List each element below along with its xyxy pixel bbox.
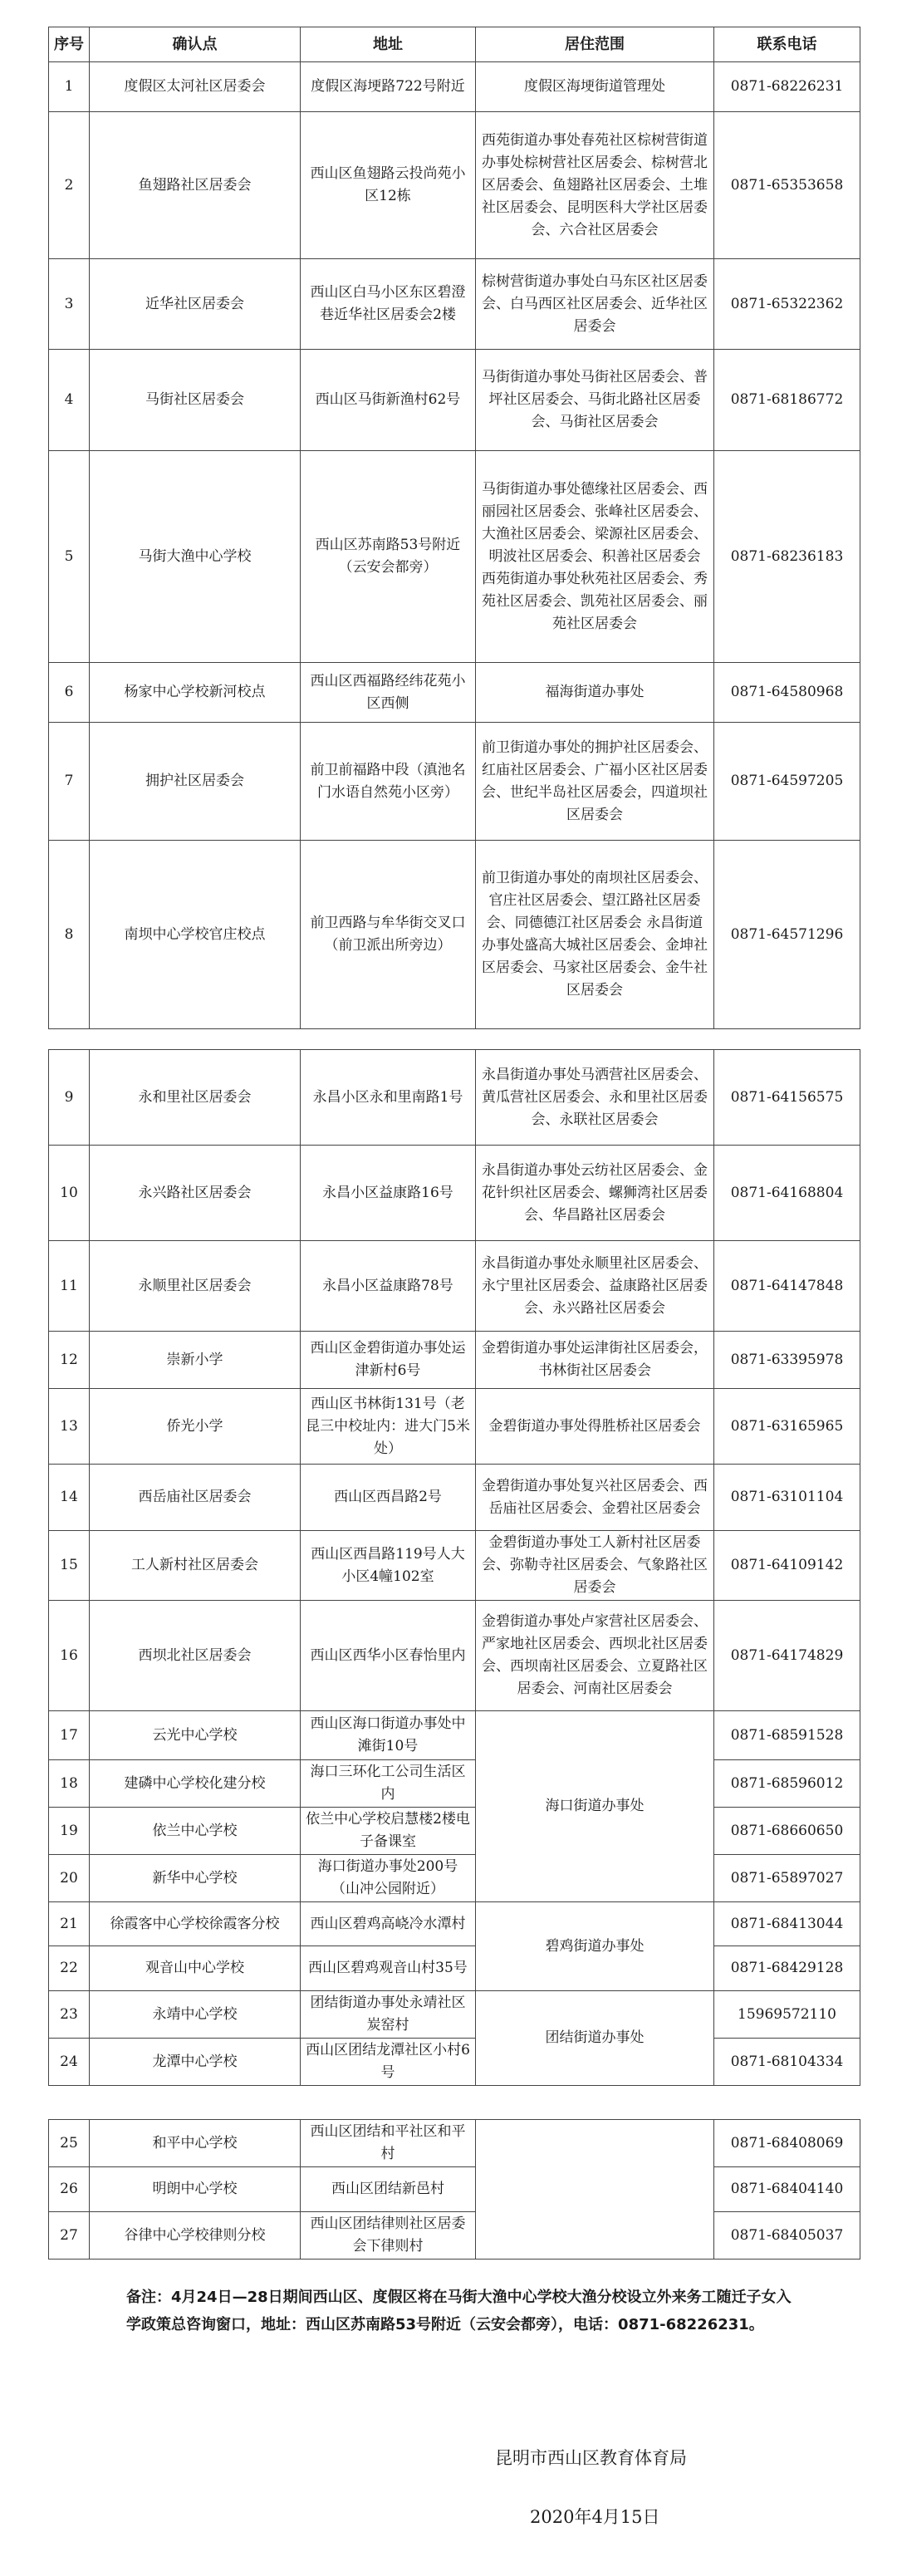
phone-number: 0871-64597205 <box>714 723 860 841</box>
phone-number: 0871-64168804 <box>714 1146 860 1241</box>
residence-range: 金碧街道办事处卢家营社区居委会、严家地社区居委会、西坝北社区居委会、西坝南社区居委会、立夏路社区居委会、河南社区居委会 <box>476 1601 714 1711</box>
table-row <box>49 1946 860 1991</box>
confirm-point: 近华社区居委会 <box>90 259 301 350</box>
row-number: 2 <box>49 112 90 259</box>
header-point: 确认点 <box>90 27 301 62</box>
row-number: 4 <box>49 350 90 451</box>
address: 前卫前福路中段（滇池名门水语自然苑小区旁） <box>301 723 476 841</box>
row-number: 13 <box>49 1389 90 1465</box>
confirm-point: 马街大渔中心学校 <box>90 451 301 663</box>
address: 西山区鱼翅路云投尚苑小区12栋 <box>301 112 476 259</box>
confirm-point: 新华中心学校 <box>90 1855 301 1902</box>
table-row <box>49 1332 860 1389</box>
address: 前卫西路与牟华街交叉口（前卫派出所旁边） <box>301 841 476 1029</box>
row-number: 6 <box>49 663 90 723</box>
address: 西山区团结和平社区和平村 <box>301 2120 476 2167</box>
phone-number: 0871-68596012 <box>714 1760 860 1808</box>
table-row <box>49 2212 860 2260</box>
phone-number: 0871-64174829 <box>714 1601 860 1711</box>
phone-number: 0871-68104334 <box>714 2039 860 2086</box>
phone-number: 0871-63395978 <box>714 1332 860 1389</box>
table-row <box>49 1050 860 1146</box>
confirm-point: 侨光小学 <box>90 1389 301 1465</box>
residence-range: 马街街道办事处马街社区居委会、普坪社区居委会、马街北路社区居委会、马街社区居委会 <box>476 350 714 451</box>
row-number: 24 <box>49 2039 90 2086</box>
table-row <box>49 1531 860 1601</box>
header-row <box>49 27 860 62</box>
residence-range: 前卫街道办事处的南坝社区居委会、官庄社区居委会、望江路社区居委会、同德德江社区居委会 永昌街道办事处盛高大城社区居委会、金坤社区居委会、马家社区居委会、金牛社区居委会 <box>476 841 714 1029</box>
row-number: 9 <box>49 1050 90 1146</box>
header-range: 居住范围 <box>476 27 714 62</box>
confirm-point: 永和里社区居委会 <box>90 1050 301 1146</box>
table-row <box>49 1465 860 1531</box>
confirm-point: 明朗中心学校 <box>90 2167 301 2212</box>
row-number: 26 <box>49 2167 90 2212</box>
residence-range: 金碧街道办事处复兴社区居委会、西岳庙社区居委会、金碧社区居委会 <box>476 1465 714 1531</box>
confirm-point: 谷律中心学校律则分校 <box>90 2212 301 2260</box>
phone-number: 0871-65897027 <box>714 1855 860 1902</box>
address: 西山区金碧街道办事处运津新村6号 <box>301 1332 476 1389</box>
phone-number: 0871-68186772 <box>714 350 860 451</box>
address: 西山区海口街道办事处中滩街10号 <box>301 1711 476 1760</box>
row-number: 20 <box>49 1855 90 1902</box>
table-row <box>49 841 860 1029</box>
address: 西山区苏南路53号附近（云安会都旁） <box>301 451 476 663</box>
table-row <box>49 723 860 841</box>
phone-number: 0871-64580968 <box>714 663 860 723</box>
row-number: 12 <box>49 1332 90 1389</box>
address: 西山区西昌路119号人大小区4幢102室 <box>301 1531 476 1601</box>
confirm-point: 和平中心学校 <box>90 2120 301 2167</box>
confirm-point: 西岳庙社区居委会 <box>90 1465 301 1531</box>
residence-range: 度假区海埂街道管理处 <box>476 62 714 112</box>
table-row <box>49 1760 860 1808</box>
confirm-point: 徐霞客中心学校徐霞客分校 <box>90 1902 301 1946</box>
phone-number: 0871-68408069 <box>714 2120 860 2167</box>
residence-range: 金碧街道办事处工人新村社区居委会、弥勒寺社区居委会、气象路社区居委会 <box>476 1531 714 1601</box>
note-text: 备注：4月24日—28日期间西山区、度假区将在马街大渔中心学校大渔分校设立外来务工随迁子女入学政策总咨询窗口，地址：西山区苏南路53号附近（云安会都旁），电话：0871-68226231。 <box>126 2289 792 2333</box>
table-part-2 <box>48 1049 860 2086</box>
table-row <box>49 1902 860 1946</box>
table-part-3 <box>48 2119 860 2260</box>
row-number: 27 <box>49 2212 90 2260</box>
row-number: 25 <box>49 2120 90 2167</box>
table-row <box>49 1855 860 1902</box>
residence-range: 海口街道办事处 <box>476 1711 714 1902</box>
table-row <box>49 1241 860 1332</box>
confirm-point: 工人新村社区居委会 <box>90 1531 301 1601</box>
row-number: 14 <box>49 1465 90 1531</box>
table-row <box>49 112 860 259</box>
phone-number: 0871-68660650 <box>714 1808 860 1855</box>
address: 永昌小区益康路78号 <box>301 1241 476 1332</box>
residence-range: 西苑街道办事处春苑社区棕树营街道办事处棕树营社区居委会、棕树营北区居委会、鱼翅路社区居委会、土堆社区居委会、昆明医科大学社区居委会、六合社区居委会 <box>476 112 714 259</box>
table-row <box>49 663 860 723</box>
row-number: 7 <box>49 723 90 841</box>
confirm-point: 马街社区居委会 <box>90 350 301 451</box>
phone-number: 0871-64156575 <box>714 1050 860 1146</box>
phone-number: 0871-68404140 <box>714 2167 860 2212</box>
residence-range: 前卫街道办事处的拥护社区居委会、红庙社区居委会、广福小区社区居委会、世纪半岛社区居委会，四道坝社区居委会 <box>476 723 714 841</box>
row-number: 5 <box>49 451 90 663</box>
table-row <box>49 2167 860 2212</box>
table-row <box>49 1711 860 1760</box>
row-number: 18 <box>49 1760 90 1808</box>
table-row <box>49 1808 860 1855</box>
row-number: 23 <box>49 1991 90 2039</box>
residence-range: 金碧街道办事处得胜桥社区居委会 <box>476 1389 714 1465</box>
phone-number: 0871-68405037 <box>714 2212 860 2260</box>
confirm-point: 鱼翅路社区居委会 <box>90 112 301 259</box>
row-number: 22 <box>49 1946 90 1991</box>
residence-range: 金碧街道办事处运津街社区居委会，书林街社区居委会 <box>476 1332 714 1389</box>
issuing-organization: 昆明市西山区教育体育局 <box>495 2448 687 2468</box>
row-number: 10 <box>49 1146 90 1241</box>
row-number: 8 <box>49 841 90 1029</box>
confirm-point: 南坝中心学校官庄校点 <box>90 841 301 1029</box>
confirm-point: 西坝北社区居委会 <box>90 1601 301 1711</box>
residence-range: 福海街道办事处 <box>476 663 714 723</box>
address: 西山区书林街131号（老昆三中校址内：进大门5米处） <box>301 1389 476 1465</box>
phone-number: 0871-68591528 <box>714 1711 860 1760</box>
confirm-point: 依兰中心学校 <box>90 1808 301 1855</box>
residence-range: 永昌街道办事处永顺里社区居委会、永宁里社区居委会、益康路社区居委会、永兴路社区居委会 <box>476 1241 714 1332</box>
confirm-point: 云光中心学校 <box>90 1711 301 1760</box>
phone-number: 0871-64109142 <box>714 1531 860 1601</box>
phone-number: 15969572110 <box>714 1991 860 2039</box>
address: 西山区团结律则社区居委会下律则村 <box>301 2212 476 2260</box>
row-number: 3 <box>49 259 90 350</box>
residence-range: 棕树营街道办事处白马东区社区居委会、白马西区社区居委会、近华社区居委会 <box>476 259 714 350</box>
table-row <box>49 1601 860 1711</box>
confirm-point: 建磷中心学校化建分校 <box>90 1760 301 1808</box>
table-row <box>49 451 860 663</box>
table-row <box>49 1146 860 1241</box>
phone-number: 0871-65322362 <box>714 259 860 350</box>
address: 海口三环化工公司生活区内 <box>301 1760 476 1808</box>
confirm-point: 拥护社区居委会 <box>90 723 301 841</box>
address: 西山区团结新邑村 <box>301 2167 476 2212</box>
phone-number: 0871-65353658 <box>714 112 860 259</box>
confirm-point: 永靖中心学校 <box>90 1991 301 2039</box>
residence-range: 永昌街道办事处马洒营社区居委会、黄瓜营社区居委会、永和里社区居委会、永联社区居委会 <box>476 1050 714 1146</box>
issue-date: 2020年4月15日 <box>530 2507 660 2527</box>
phone-number: 0871-68413044 <box>714 1902 860 1946</box>
address: 度假区海埂路722号附近 <box>301 62 476 112</box>
phone-number: 0871-68226231 <box>714 62 860 112</box>
residence-range: 团结街道办事处 <box>476 1991 714 2086</box>
confirm-point: 龙潭中心学校 <box>90 2039 301 2086</box>
address: 永昌小区益康路16号 <box>301 1146 476 1241</box>
phone-number: 0871-64147848 <box>714 1241 860 1332</box>
table-row <box>49 1389 860 1465</box>
confirm-point: 度假区太河社区居委会 <box>90 62 301 112</box>
row-number: 21 <box>49 1902 90 1946</box>
phone-number: 0871-63101104 <box>714 1465 860 1531</box>
table-row <box>49 350 860 451</box>
confirm-point: 崇新小学 <box>90 1332 301 1389</box>
address: 西山区碧鸡高峣冷水潭村 <box>301 1902 476 1946</box>
address: 西山区西福路经纬花苑小区西侧 <box>301 663 476 723</box>
address: 西山区团结龙潭社区小村6号 <box>301 2039 476 2086</box>
address: 西山区白马小区东区碧澄巷近华社区居委会2楼 <box>301 259 476 350</box>
address: 西山区西华小区春怡里内 <box>301 1601 476 1711</box>
confirm-point: 观音山中心学校 <box>90 1946 301 1991</box>
residence-range-continued <box>476 2120 714 2260</box>
row-number: 19 <box>49 1808 90 1855</box>
address: 西山区马街新渔村62号 <box>301 350 476 451</box>
phone-number: 0871-64571296 <box>714 841 860 1029</box>
address: 西山区碧鸡观音山村35号 <box>301 1946 476 1991</box>
row-number: 11 <box>49 1241 90 1332</box>
table-part-1 <box>48 27 860 1029</box>
row-number: 17 <box>49 1711 90 1760</box>
header-address: 地址 <box>301 27 476 62</box>
address: 依兰中心学校启慧楼2楼电子备课室 <box>301 1808 476 1855</box>
residence-range: 碧鸡街道办事处 <box>476 1902 714 1991</box>
confirm-point: 永顺里社区居委会 <box>90 1241 301 1332</box>
table-row <box>49 1991 860 2039</box>
table-row <box>49 62 860 112</box>
table-row <box>49 259 860 350</box>
row-number: 16 <box>49 1601 90 1711</box>
address: 西山区西昌路2号 <box>301 1465 476 1531</box>
header-phone: 联系电话 <box>714 27 860 62</box>
phone-number: 0871-63165965 <box>714 1389 860 1465</box>
table-row <box>49 2120 860 2167</box>
confirm-point: 永兴路社区居委会 <box>90 1146 301 1241</box>
address: 永昌小区永和里南路1号 <box>301 1050 476 1146</box>
row-number: 15 <box>49 1531 90 1601</box>
residence-range: 永昌街道办事处云纺社区居委会、金花针织社区居委会、螺狮湾社区居委会、华昌路社区居委会 <box>476 1146 714 1241</box>
phone-number: 0871-68429128 <box>714 1946 860 1991</box>
table-row <box>49 2039 860 2086</box>
residence-range: 马街街道办事处德缘社区居委会、西丽园社区居委会、张峰社区居委会、大渔社区居委会、梁源社区居委会、明波社区居委会、积善社区居委会 西苑街道办事处秋苑社区居委会、秀苑社区居委会、凯苑社区居委会、丽苑社区居委会 <box>476 451 714 663</box>
confirm-point: 杨家中心学校新河校点 <box>90 663 301 723</box>
address: 海口街道办事处200号（山冲公园附近） <box>301 1855 476 1902</box>
phone-number: 0871-68236183 <box>714 451 860 663</box>
address: 团结街道办事处永靖社区炭窑村 <box>301 1991 476 2039</box>
header-no: 序号 <box>49 27 90 62</box>
row-number: 1 <box>49 62 90 112</box>
